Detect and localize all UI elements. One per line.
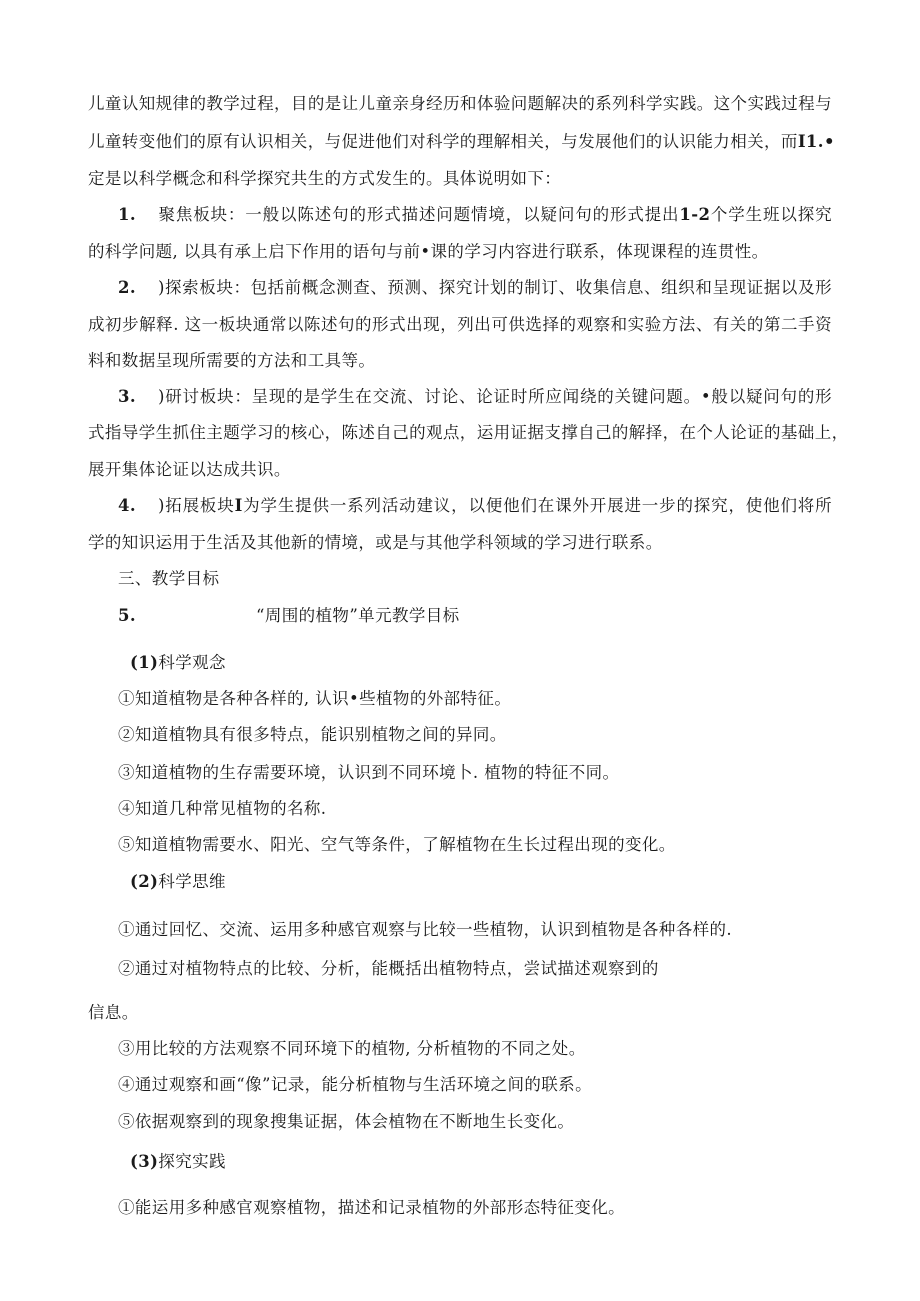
sub2-point: ②通过对植物特点的比较、分析，能概括出植物特点，尝试描述观察到的 (118, 959, 659, 978)
item-3-line-2: 式指导学生抓住主题学习的核心，陈述自己的观点，运用证据支撑自己的解择，在个人论证的基础上， (88, 423, 849, 442)
sub1-point: ③知道植物的生存需要环境，认识到不同环境卜. 植物的特征不同。 (118, 763, 620, 782)
sub2-heading: (2)科学思维 (130, 872, 226, 891)
sub2-point: ①通过回忆、交流、运用多种感官观察与比较一些植物，认识到植物是各种各样的. (118, 920, 733, 939)
sub3-point: ①能运用多种感官观察植物，描述和记录植物的外部形态特征变化。 (118, 1198, 625, 1217)
item-3-line-3: 展开集体论证以达成共识。 (88, 460, 291, 479)
unit-goal-title: 5. “周围的植物”单元教学目标 (118, 606, 460, 625)
sub2-point: ④通过观察和画“像”记录，能分析植物与生活环境之间的联系。 (118, 1075, 592, 1094)
sub2-point-continued: 信息。 (88, 1003, 139, 1022)
item-1-line-2: 的科学问题, 以具有承上启下作用的语句与前•课的学习内容进行联系，体现课程的连贯性。 (88, 242, 769, 261)
intro-line-2: 儿童转变他们的原有认识相关，与促进他们对科学的理解相关，与发展他们的认识能力相关，而I1.• (88, 132, 835, 151)
sub1-point: ⑤知道植物需要水、阳光、空气等条件，了解植物在生长过程出现的变化。 (118, 835, 676, 854)
sub2-point: ⑤依据观察到的现象搜集证据，体会植物在不断地生长变化。 (118, 1112, 575, 1131)
item-3-line-1: 3. )研讨板块：呈现的是学生在交流、讨论、论证时所应闻绕的关键问题。•般以疑问句的形 (118, 387, 832, 406)
item-2-line-3: 料和数据呈现所需要的方法和工具等。 (88, 351, 376, 370)
item-1-line-1: 1. 聚焦板块：一般以陈述句的形式描述问题情境，以疑问句的形式提出1-2个学生班以探究 (118, 205, 832, 224)
sub1-point: ①知道植物是各种各样的, 认识•些植物的外部特征。 (118, 689, 512, 708)
sub2-point: ③用比较的方法观察不同环境下的植物, 分析植物的不同之处。 (118, 1039, 586, 1058)
sub1-point: ④知道几种常见植物的名称. (118, 799, 327, 818)
item-4-line-1: 4. )拓展板块I为学生提供一系列活动建议，以便他们在课外开展进一步的探究，使他们将所 (118, 496, 833, 515)
section-heading: 三、教学目标 (118, 569, 220, 588)
item-2-line-2: 成初步解释. 这一板块通常以陈述句的形式出现，列出可供选择的观察和实验方法、有关的第二手资 (88, 315, 832, 334)
sub1-heading: (1)科学观念 (130, 653, 226, 672)
sub1-point: ②知道植物具有很多特点，能识别植物之间的异同。 (118, 725, 507, 744)
intro-line-3: 定是以科学概念和科学探究共生的方式发生的。具体说明如下： (88, 169, 562, 188)
item-2-line-1: 2. )探索板块：包括前概念测查、预测、探究计划的制订、收集信息、组织和呈现证据以及形 (118, 278, 832, 297)
intro-line-1: 儿童认知规律的教学过程，目的是让儿童亲身经历和体验问题解决的系列科学实践。这个实践过程与 (88, 94, 832, 113)
item-4-line-2: 学的知识运用于生活及其他新的情境，或是与其他学科领域的学习进行联系。 (88, 533, 663, 552)
sub3-heading: (3)探究实践 (130, 1152, 226, 1171)
